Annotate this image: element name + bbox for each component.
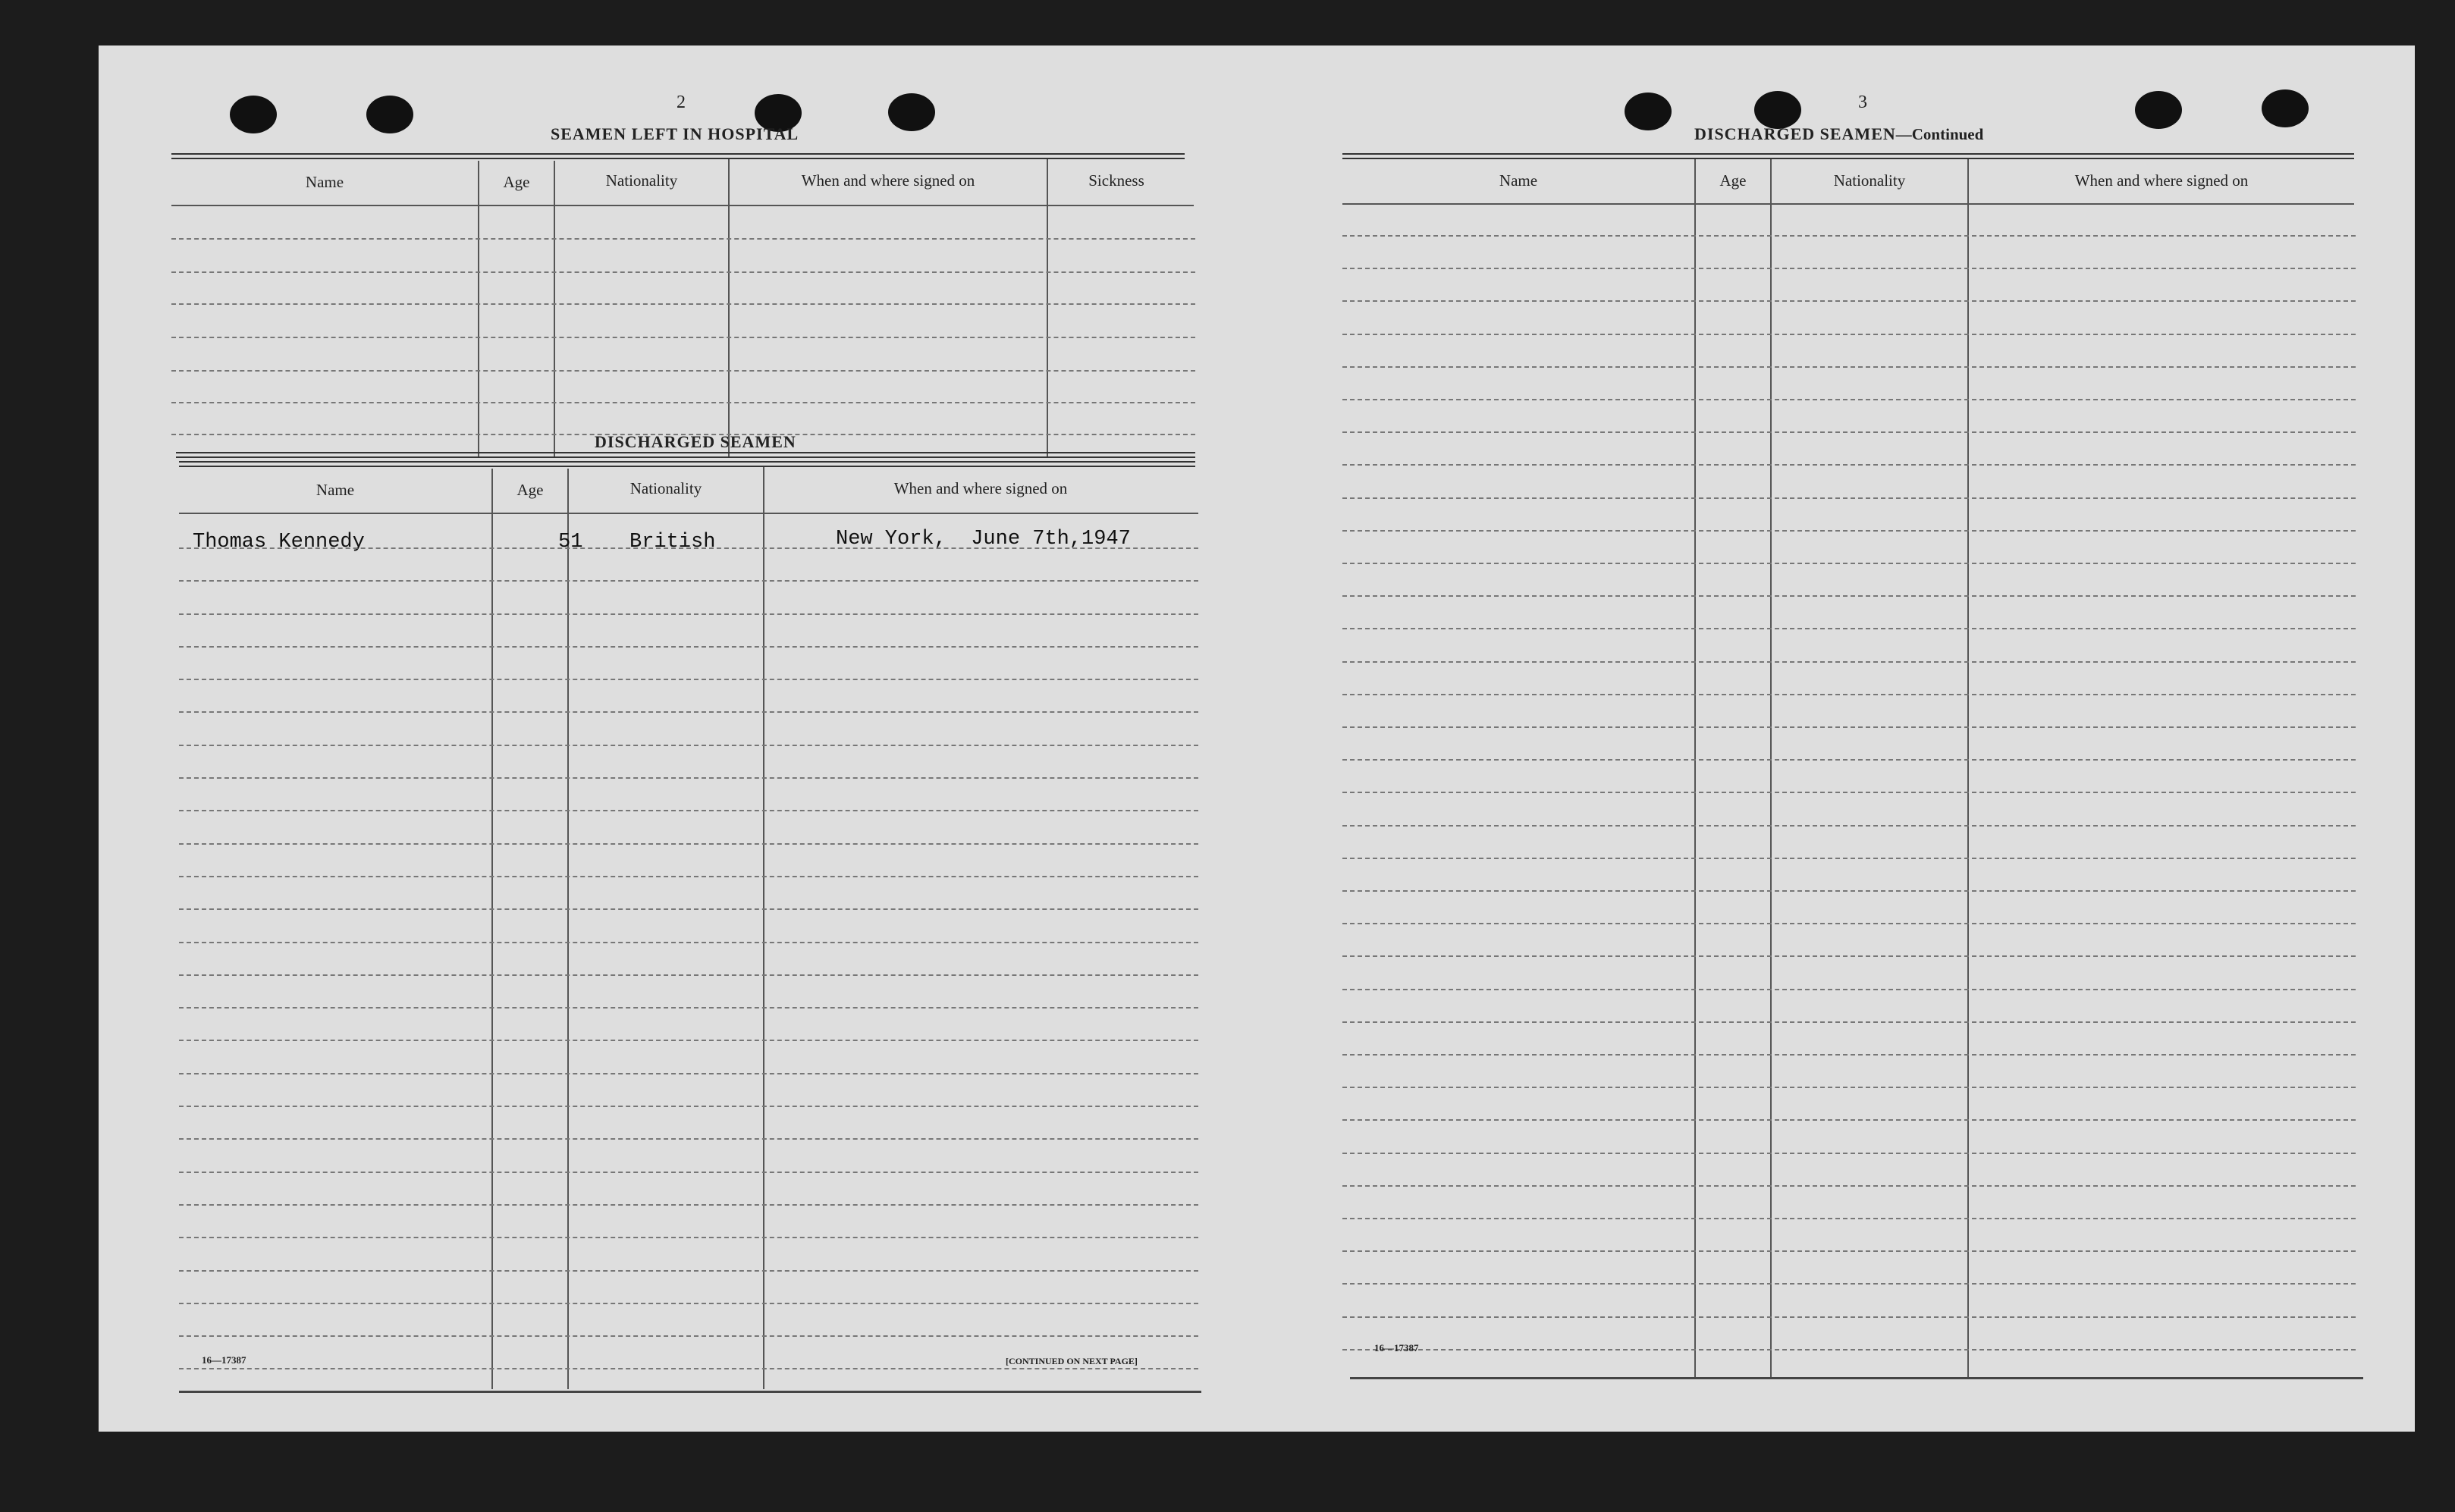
row-line	[179, 942, 1198, 943]
row-line	[179, 1138, 1198, 1140]
row-line	[1342, 923, 2356, 924]
right-col-divider	[1694, 159, 1696, 1377]
right-col-divider	[1967, 159, 1969, 1377]
hospital-row-line	[171, 337, 1195, 338]
row-line	[1342, 1119, 2356, 1121]
hospital-col-name: Name	[305, 173, 344, 191]
row-line	[179, 1270, 1198, 1272]
row-line	[179, 679, 1198, 680]
row-line	[179, 1073, 1198, 1074]
row-line	[179, 810, 1198, 811]
punch-hole	[1754, 91, 1801, 129]
hospital-col-divider	[554, 161, 555, 458]
discharged-name-cell: Thomas Kennedy	[193, 531, 365, 554]
hospital-col-nationality: Nationality	[605, 171, 678, 190]
discharged-header-bottom-rule	[179, 513, 1198, 514]
discharged-continued-title	[1694, 124, 1983, 144]
discharged-col-name: Name	[316, 481, 355, 499]
row-line	[179, 777, 1198, 779]
row-line	[1342, 399, 2356, 400]
discharged-section-title: DISCHARGED SEAMEN	[595, 432, 796, 451]
row-line	[1342, 268, 2356, 269]
hospital-col-divider	[728, 159, 730, 458]
discharged-continued-suffix: —Continued	[1895, 125, 1984, 143]
punch-hole	[230, 96, 277, 133]
discharged-col-age: Age	[516, 481, 544, 499]
discharged-age-cell: 51	[558, 531, 583, 554]
discharged-col-signed-on: When and where signed on	[893, 479, 1068, 497]
row-line	[179, 843, 1198, 845]
hospital-top-rule	[171, 153, 1185, 159]
row-line	[1342, 890, 2356, 892]
row-line	[179, 1237, 1198, 1238]
row-line	[179, 711, 1198, 713]
row-line	[1342, 1250, 2356, 1252]
row-line	[1342, 1185, 2356, 1187]
discharged-col-divider	[567, 469, 569, 1389]
row-line	[179, 1303, 1198, 1304]
row-line	[1342, 1153, 2356, 1154]
hospital-col-age: Age	[503, 173, 530, 191]
row-line	[179, 1106, 1198, 1107]
row-line	[1342, 530, 2356, 532]
row-line	[1342, 1054, 2356, 1056]
form-number-right: 16—17387	[1374, 1342, 1419, 1354]
row-line	[1342, 989, 2356, 990]
row-line	[1342, 563, 2356, 564]
punch-hole	[2262, 89, 2309, 127]
discharged-signed-on-cell: New York, June 7th,1947	[836, 528, 1131, 551]
row-line	[1342, 661, 2356, 663]
row-line	[1342, 628, 2356, 629]
hospital-col-signed-on: When and where signed on	[801, 171, 975, 190]
row-line	[1342, 366, 2356, 368]
punch-hole	[888, 93, 935, 131]
right-col-name: Name	[1499, 171, 1538, 190]
row-line	[1342, 825, 2356, 827]
row-line	[1342, 1218, 2356, 1219]
row-line	[1342, 1087, 2356, 1088]
hospital-col-sickness: Sickness	[1088, 171, 1144, 190]
document-sheet	[99, 45, 2415, 1432]
row-line	[1342, 759, 2356, 761]
discharged-continued-title-main: DISCHARGED SEAMEN	[1694, 124, 1896, 143]
discharged-top-rule	[179, 461, 1195, 467]
discharged-col-divider	[763, 467, 764, 1389]
discharged-bottom-rule	[179, 1391, 1201, 1393]
row-line	[1342, 431, 2356, 433]
row-line	[1342, 1316, 2356, 1318]
row-line	[1342, 497, 2356, 499]
continued-note: [CONTINUED ON NEXT PAGE]	[1006, 1356, 1138, 1366]
row-line	[1342, 1349, 2356, 1350]
row-line	[1342, 694, 2356, 695]
row-line	[179, 1368, 1198, 1369]
row-line	[1342, 235, 2356, 237]
row-line	[179, 646, 1198, 648]
row-line	[1342, 334, 2356, 335]
row-line	[1342, 792, 2356, 793]
discharged-nationality-cell: British	[629, 531, 716, 554]
hospital-row-line	[171, 402, 1195, 403]
row-line	[179, 1007, 1198, 1009]
hospital-row-line	[171, 370, 1195, 372]
row-line	[1342, 300, 2356, 302]
row-line	[179, 1040, 1198, 1041]
row-line	[1342, 464, 2356, 466]
row-line	[1342, 858, 2356, 859]
right-col-divider	[1770, 159, 1772, 1377]
row-line	[1342, 955, 2356, 957]
punch-hole	[366, 96, 413, 133]
punch-hole	[1625, 93, 1672, 130]
row-line	[1342, 1021, 2356, 1023]
discharged-col-divider	[491, 469, 493, 1389]
punch-hole	[2135, 91, 2182, 129]
row-line	[179, 1172, 1198, 1173]
right-col-signed-on: When and where signed on	[2074, 171, 2249, 190]
row-line	[1342, 1283, 2356, 1285]
hospital-row-line	[171, 271, 1195, 273]
row-line	[179, 1204, 1198, 1206]
row-line	[1342, 595, 2356, 597]
row-line	[1342, 726, 2356, 728]
row-line	[179, 908, 1198, 910]
row-line	[179, 974, 1198, 976]
hospital-row-line	[171, 303, 1195, 305]
hospital-section-title: SEAMEN LEFT IN HOSPITAL	[551, 124, 799, 143]
hospital-col-divider	[1047, 159, 1048, 458]
row-line	[179, 613, 1198, 615]
discharged-col-nationality: Nationality	[629, 479, 702, 497]
right-bottom-rule	[1350, 1377, 2363, 1379]
right-col-age: Age	[1719, 171, 1747, 190]
hospital-row-line	[171, 238, 1195, 240]
right-header-bottom-rule	[1342, 203, 2354, 205]
right-col-nationality: Nationality	[1833, 171, 1906, 190]
hospital-header-bottom-rule	[171, 205, 1194, 206]
hospital-col-divider	[478, 161, 479, 458]
row-line	[179, 547, 1198, 549]
row-line	[179, 876, 1198, 877]
form-number-left: 16—17387	[202, 1354, 246, 1366]
hospital-bottom-rule	[176, 452, 1195, 458]
row-line	[179, 745, 1198, 746]
row-line	[179, 1335, 1198, 1337]
right-top-rule	[1342, 153, 2354, 159]
row-line	[179, 580, 1198, 582]
page-number-left: 2	[677, 93, 686, 112]
page-number-right: 3	[1858, 93, 1867, 112]
